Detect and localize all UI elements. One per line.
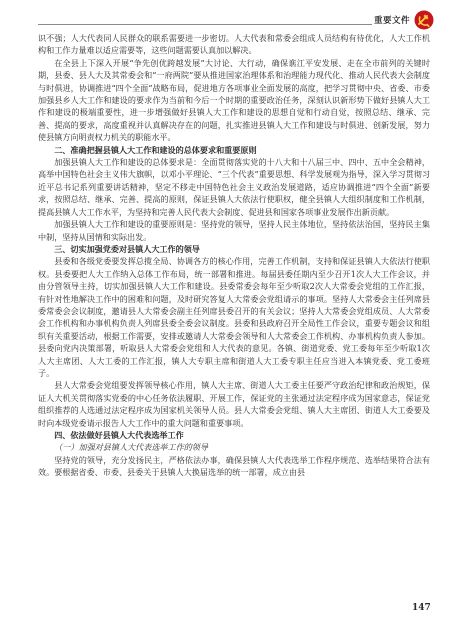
document-body (38, 32, 430, 479)
body-paragraph: 坚持党的领导，充分发扬民主，严格依法办事，确保县镇人大代表选举工作程序规范、选举结果符合法有效。要根据省委、市委、县委关于县镇人大换届选举的统一部署，成立由县 (38, 454, 430, 478)
body-paragraph: 在全县上下深入开展“争先创优跨越发展”大讨论、大行动，确保谯江平安发展、走在全市前列的关键时期，县委、县人大及其常委会和“一府两院”要从推进国家治理体系和治理能力现代化、推动人民代表大会制度与时俱进，协调推进“四个全面”战略布局，促进地方各项事业全面发展的高度，把学习贯彻中央、省委、市委加强县乡人大工作和建设的要求作为当前和今后一个时期的重要政治任务，深刻认识新形势下做好县镇人大工作和建设的极端重要性，进一步增强做好县镇人大工作和建设的思想自觉和行动自觉，按照总结、继承、完善、提高的要求，高度重视并认真解决存在的问题，扎实推进县镇人大工作和建设与时俱进、创新发展，努力使县镇方向明责权力机关的职能水平。 (38, 57, 430, 143)
subsection-heading: （一）加强对县镇人大代表选举工作的领导 (54, 442, 208, 453)
section-heading: 三、切实加强党委对县镇人大工作的领导 (54, 243, 200, 254)
page-number: 147 (412, 603, 431, 613)
body-paragraph: 县委和各级党委要发挥总揽全局、协调各方的核心作用，完善工作机制，支持和保证县镇人大依法行使职权。县委要把人大工作纳入总体工作布局，统一部署和推进。每届县委任期内至少召开1次人大工作会议，并由分管领导主持，切实加强县镇人大工作和建设。县委常委会每年至少听取2次人大常委会党组的工作汇报，有针对性地解决工作中的困难和问题，及时研究答复人大常委会党组请示的事项。坚持人大常委会主任列席县委常委会会议制度，邀请县人大常委会副主任列席县委召开的有关会议；坚持人大常委会党组成员、人大常委会工作机构和办事机构负责人列席县委全委会议制度。县委和县政府召开全局性工作会议，重要专题会议和组织有关重要活动，根据工作需要，安排或邀请人大常委会领导和人大常委会工作机构、办事机构负责人参加。县委向党内决策部署，听取县人大常委会党组和人大代表的意见。各镇、街道党委、党工委每年至少听取1次人大主席团、人大工委的工作汇报，镇人大专职主席和街道人大工委专职主任应当进入本镇党委、党工委班子。 (38, 256, 430, 378)
section-heading: 二、准确把握县镇人大工作和建设的总体要求和重要原则 (54, 144, 257, 155)
header-rule (38, 24, 412, 25)
party-emblem-icon (414, 10, 434, 30)
body-paragraph: 识不强；人大代表同人民群众的联系需要进一步密切。人大代表和常委会组成人员结构有待优化，人大工作机构和工作力量难以适应需要等，这些问题需要认真加以解决。 (38, 33, 430, 56)
header-title: 重要文件 (374, 16, 411, 26)
body-paragraph: 加强县镇人大工作和建设的总体要求是：全面贯彻落实党的十八大和十八届三中、四中、五中全会精神，高举中国特色社会主义伟大旗帜，以邓小平理论、“三个代表”重要思想、科学发展观为指导，深入学习贯彻习近平总书记系列重要讲话精神，坚定不移走中国特色社会主义政治发展道路，适应协调推进“四个全面”新要求，按照总结、继承、完善、提高的原则，保证县镇人大依法行使职权，健全县镇人大组织制度和工作机制，提高县镇人大工作水平，为坚持和完善人民代表大会制度、促进县和国家各项事业发展作出新贡献。 (38, 157, 430, 217)
body-paragraph: 加强县镇人大工作和建设的重要原则是：坚持党的领导，坚持人民主体地位，坚持依法治国，坚持民主集中制，坚持从国情和实际出发。 (38, 219, 430, 242)
section-heading: 四、依法做好县镇人大代表选举工作 (54, 430, 184, 440)
body-paragraph: 县人大常委会党组要发挥领导核心作用，镇人大主席、街道人大工委主任要严守政治纪律和政治规矩，保证人大机关贯彻落实党委的中心任务依法履职、开展工作，保证党的主张通过法定程序成为国家意志，保证党组织推荐的人选通过法定程序成为国家机关领导人员。县人大常委会党组、镇人大主席团、街道人大工委要及时向本级党委请示报告人大工作中的重大问题和重要事项。 (38, 380, 430, 428)
